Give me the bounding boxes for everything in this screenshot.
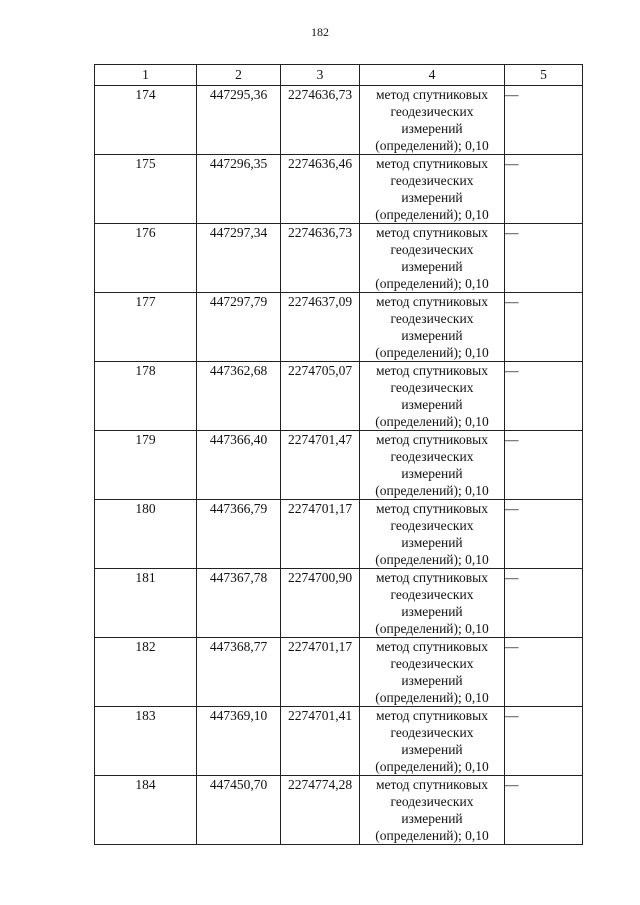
table-row (95, 500, 583, 569)
y-coordinate-cell: 2274636,73 (281, 224, 360, 293)
method-cell: метод спутниковых геодезических измерений (определений); 0,10 (360, 431, 505, 500)
point-number-cell: 181 (95, 569, 197, 638)
x-coordinate-cell: 447367,78 (197, 569, 281, 638)
table-row (95, 293, 583, 362)
method-cell: метод спутниковых геодезических измерений (определений); 0,10 (360, 707, 505, 776)
table-header-row (95, 65, 583, 86)
point-number-cell: 180 (95, 500, 197, 569)
note-cell: — (505, 86, 583, 155)
point-number-cell: 179 (95, 431, 197, 500)
note-cell: — (505, 431, 583, 500)
x-coordinate-cell: 447368,77 (197, 638, 281, 707)
note-cell: — (505, 569, 583, 638)
table-row (95, 224, 583, 293)
y-coordinate-cell: 2274637,09 (281, 293, 360, 362)
page-number: 182 (311, 25, 329, 39)
header-cell-3: 3 (281, 65, 360, 86)
header-cell-1: 1 (95, 65, 197, 86)
x-coordinate-cell: 447362,68 (197, 362, 281, 431)
method-cell: метод спутниковых геодезических измерений (определений); 0,10 (360, 776, 505, 845)
table-row (95, 431, 583, 500)
x-coordinate-cell: 447450,70 (197, 776, 281, 845)
point-number-cell: 178 (95, 362, 197, 431)
y-coordinate-cell: 2274701,47 (281, 431, 360, 500)
point-number-cell: 176 (95, 224, 197, 293)
table-row (95, 362, 583, 431)
point-number-cell: 175 (95, 155, 197, 224)
table-body (95, 86, 583, 845)
header-cell-5: 5 (505, 65, 583, 86)
table-row (95, 155, 583, 224)
note-cell: — (505, 362, 583, 431)
point-number-cell: 177 (95, 293, 197, 362)
y-coordinate-cell: 2274701,17 (281, 500, 360, 569)
x-coordinate-cell: 447295,36 (197, 86, 281, 155)
y-coordinate-cell: 2274636,46 (281, 155, 360, 224)
y-coordinate-cell: 2274701,41 (281, 707, 360, 776)
y-coordinate-cell: 2274774,28 (281, 776, 360, 845)
header-cell-2: 2 (197, 65, 281, 86)
point-number-cell: 183 (95, 707, 197, 776)
method-cell: метод спутниковых геодезических измерений (определений); 0,10 (360, 224, 505, 293)
y-coordinate-cell: 2274701,17 (281, 638, 360, 707)
x-coordinate-cell: 447369,10 (197, 707, 281, 776)
y-coordinate-cell: 2274705,07 (281, 362, 360, 431)
note-cell: — (505, 224, 583, 293)
method-cell: метод спутниковых геодезических измерений (определений); 0,10 (360, 569, 505, 638)
x-coordinate-cell: 447366,40 (197, 431, 281, 500)
table-row (95, 707, 583, 776)
table-row (95, 638, 583, 707)
table-row (95, 569, 583, 638)
x-coordinate-cell: 447297,34 (197, 224, 281, 293)
x-coordinate-cell: 447297,79 (197, 293, 281, 362)
header-cell-4: 4 (360, 65, 505, 86)
method-cell: метод спутниковых геодезических измерений (определений); 0,10 (360, 293, 505, 362)
note-cell: — (505, 500, 583, 569)
note-cell: — (505, 707, 583, 776)
method-cell: метод спутниковых геодезических измерений (определений); 0,10 (360, 362, 505, 431)
y-coordinate-cell: 2274636,73 (281, 86, 360, 155)
x-coordinate-cell: 447296,35 (197, 155, 281, 224)
note-cell: — (505, 293, 583, 362)
note-cell: — (505, 638, 583, 707)
method-cell: метод спутниковых геодезических измерений (определений); 0,10 (360, 86, 505, 155)
point-number-cell: 182 (95, 638, 197, 707)
note-cell: — (505, 776, 583, 845)
note-cell: — (505, 155, 583, 224)
x-coordinate-cell: 447366,79 (197, 500, 281, 569)
point-number-cell: 174 (95, 86, 197, 155)
y-coordinate-cell: 2274700,90 (281, 569, 360, 638)
method-cell: метод спутниковых геодезических измерений (определений); 0,10 (360, 638, 505, 707)
method-cell: метод спутниковых геодезических измерений (определений); 0,10 (360, 155, 505, 224)
method-cell: метод спутниковых геодезических измерений (определений); 0,10 (360, 500, 505, 569)
coordinates-table (94, 64, 583, 845)
table-row (95, 776, 583, 845)
table-row (95, 86, 583, 155)
point-number-cell: 184 (95, 776, 197, 845)
